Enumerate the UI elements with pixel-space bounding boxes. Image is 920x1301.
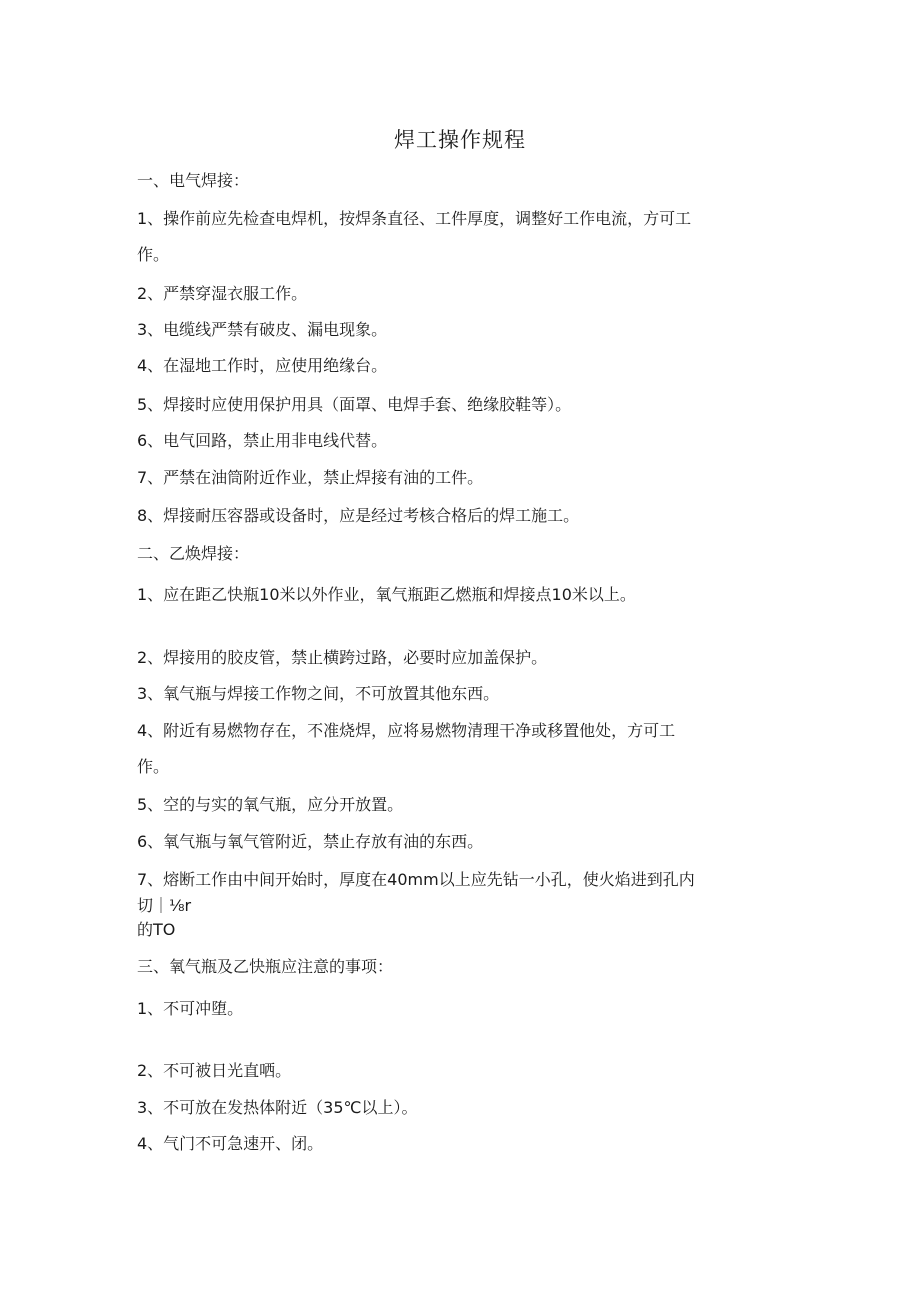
list-item: 4、在湿地工作时，应使用绝缘台。 bbox=[137, 356, 388, 375]
list-item-continuation: 切｜⅛r bbox=[137, 896, 192, 915]
list-item: 1、不可冲堕。 bbox=[137, 999, 244, 1018]
list-item: 8、焊接耐压容器或设备时，应是经过考核合格后的焊工施工。 bbox=[137, 506, 580, 525]
list-item: 1、应在距乙快瓶10米以外作业，氧气瓶距乙燃瓶和焊接点10米以上。 bbox=[137, 585, 636, 604]
list-item: 5、空的与实的氧气瓶，应分开放置。 bbox=[137, 795, 404, 814]
list-item: 2、焊接用的胶皮管，禁止横跨过路，必要时应加盖保护。 bbox=[137, 648, 548, 667]
section-heading: 一、电气焊接： bbox=[137, 171, 250, 190]
section-heading: 二、乙焕焊接： bbox=[137, 544, 250, 563]
list-item: 6、电气回路，禁止用非电线代替。 bbox=[137, 431, 388, 450]
list-item: 4、附近有易燃物存在，不准烧焊，应将易燃物清理干净或移置他处，方可工 bbox=[137, 721, 676, 740]
list-item: 7、严禁在油筒附近作业，禁止焊接有油的工件。 bbox=[137, 468, 484, 487]
list-item: 2、不可被日光直哂。 bbox=[137, 1061, 292, 1080]
list-item: 3、电缆线严禁有破皮、漏电现象。 bbox=[137, 320, 388, 339]
list-item: 3、氧气瓶与焊接工作物之间，不可放置其他东西。 bbox=[137, 684, 500, 703]
list-item: 3、不可放在发热体附近（35℃以上）。 bbox=[137, 1098, 418, 1117]
section-heading: 三、氧气瓶及乙快瓶应注意的事项： bbox=[137, 957, 394, 976]
list-item: 2、严禁穿湿衣服工作。 bbox=[137, 284, 308, 303]
list-item-continuation: 的TO bbox=[137, 920, 176, 939]
list-item: 7、熔断工作由中间开始时，厚度在40mm以上应先钻一小孔，使火焰进到孔内 bbox=[137, 870, 695, 889]
list-item: 1、操作前应先检查电焊机，按焊条直径、工件厚度，调整好工作电流，方可工 bbox=[137, 209, 692, 228]
document-title: 焊工操作规程 bbox=[394, 128, 526, 152]
list-item: 6、氧气瓶与氧气管附近，禁止存放有油的东西。 bbox=[137, 832, 484, 851]
list-item: 5、焊接时应使用保护用具（面罩、电焊手套、绝缘胶鞋等）。 bbox=[137, 395, 572, 414]
list-item-continuation: 作。 bbox=[137, 245, 170, 264]
list-item-continuation: 作。 bbox=[137, 757, 170, 776]
list-item: 4、气门不可急速开、闭。 bbox=[137, 1134, 324, 1153]
